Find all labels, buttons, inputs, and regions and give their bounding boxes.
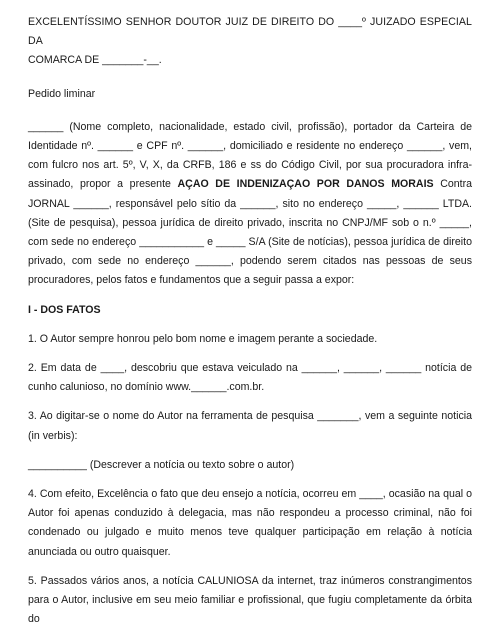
court-address-line-1: EXCELENTÍSSIMO SENHOR DOUTOR JUIZ DE DIREITO DO ____º JUIZADO ESPECIAL DA: [28, 16, 472, 48]
section-title-dos-fatos: I - DOS FATOS: [28, 303, 101, 316]
paragraph-3: 3. Ao digitar-se o nome do Autor na ferramenta de pesquisa _______, vem a seguinte noticia (in verbis):: [28, 410, 472, 442]
paragraph-2: 2. Em data de ____, descobriu que estava veiculado na ______, ______, ______ notícia de cunho calunioso, no domínio www.______.com.br.: [28, 362, 472, 394]
paragraph-5: 5. Passados vários anos, a notícia CALUNIOSA da internet, traz inúmeros constrangimentos para o Autor, inclusive em seu meio familiar e profissional, que fugiu completamente da órbita do: [28, 574, 472, 626]
pedido-liminar-label: Pedido liminar: [28, 87, 96, 100]
qualificacao-text-2: Contra JORNAL ______, responsável pelo sítio da ______, sito no endereço _____, ______ LTDA. (Site de pesquisa), pessoa jurídica de direito privado, inscrita no CNPJ/MF sob o n.º _____, com sede no endereço ___________ e _____ S/A (Site de notícias), pessoa jurídica de direito privado, com sede no endereço ______, podendo serem citados nas pessoas de seus procuradores, pelos fatos e fundamentos que a seguir passa a expor:: [28, 178, 472, 287]
acao-title: AÇAO DE INDENIZAÇAO POR DANOS MORAIS: [177, 178, 434, 191]
paragraph-4: 4. Com efeito, Excelência o fato que deu ensejo a notícia, ocorreu em ____, ocasião na qual o Autor foi apenas conduzido à delegacia, mas não respondeu a processo criminal, não foi condenado ou julgado e muito menos teve qualquer participação em relação à notícia anunciada ou outro quaisquer.: [28, 488, 472, 558]
paragraph-3-placeholder: __________ (Descrever a notícia ou texto sobre o autor): [28, 458, 295, 471]
paragraph-1: 1. O Autor sempre honrou pelo bom nome e imagem perante a sociedade.: [28, 332, 378, 345]
qualificacao-text-1: ______ (Nome completo, nacionalidade, estado civil, profissão), portador da Carteira de Identidade nº. ______ e CPF nº. ______, domiciliado e residente no endereço ______, vem, com fulcro nos art. 5º, V, X, da CRFB, 186 e ss do Código Civil, por sua procuradora infra-assinado, propor a presente: [28, 120, 472, 191]
qualificacao-paragraph: [28, 118, 472, 291]
court-address-line-2: COMARCA DE _______-__.: [28, 54, 162, 67]
